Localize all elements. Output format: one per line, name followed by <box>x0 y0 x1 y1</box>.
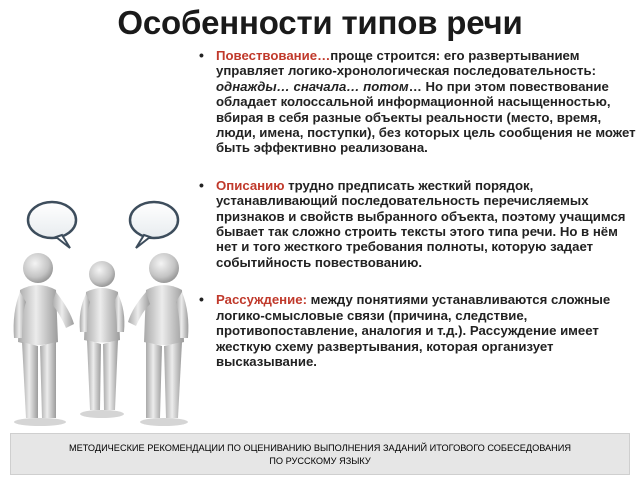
person-figure-icon <box>80 261 125 410</box>
footer-line-1: МЕТОДИЧЕСКИЕ РЕКОМЕНДАЦИИ ПО ОЦЕНИВАНИЮ ВЫПОЛНЕНИЯ ЗАДАНИЙ ИТОГОВОГО СОБЕСЕДОВАНИЯ <box>68 443 572 453</box>
paragraph-description <box>196 178 636 270</box>
footer-banner <box>10 433 630 475</box>
paragraph-reasoning <box>196 292 636 369</box>
speech-bubble-icon <box>28 202 76 248</box>
description-text: трудно предписать жесткий порядок, устанавливающий последовательность перечисляемых признаков и свойств выбранного объекта, поэтому учащимся бывает так сложно строить тексты этого типа речи. Но в нём нет и того жесткого требования полноты, которую задает событийность повествованию. <box>216 177 626 270</box>
footer-line-2: ПО РУССКОМУ ЯЗЫКУ <box>269 456 371 466</box>
narration-italic-example: однажды… сначала… потом <box>216 78 409 94</box>
bullet-icon: • <box>199 291 204 308</box>
narration-text-part1: проще строится: его развертыванием управляет логико-хронологическая последовательность: <box>216 48 596 79</box>
person-figure-icon <box>14 253 74 418</box>
person-figure-icon <box>128 253 188 418</box>
term-reasoning: Рассуждение: <box>216 292 307 308</box>
reasoning-text: между понятиями устанавливаются сложные логико-смысловые связи (причина, следствие, противопоставление, аналогия и т.д.). Рассуждение имеет жесткую схему развертывания, которая организует высказывание. <box>216 292 611 369</box>
bullet-icon: • <box>199 176 204 193</box>
slide-title: Особенности типов речи <box>117 4 523 41</box>
speech-bubble-icon <box>130 202 178 248</box>
paragraph-narration <box>196 48 636 156</box>
term-narration: Повествование… <box>216 48 331 63</box>
people-talking-illustration <box>4 192 194 428</box>
bullet-icon: • <box>199 47 204 63</box>
slide-content <box>196 48 636 369</box>
narration-text-part2: … Но при этом повествование обладает колоссальной информационной насыщенностью, вбирая в себя разные объекты реальности (место, время, люди, имена, поступки), без которых цель сообщения не может быть эффективно реализована. <box>216 78 636 156</box>
term-description: Описанию <box>216 177 285 193</box>
